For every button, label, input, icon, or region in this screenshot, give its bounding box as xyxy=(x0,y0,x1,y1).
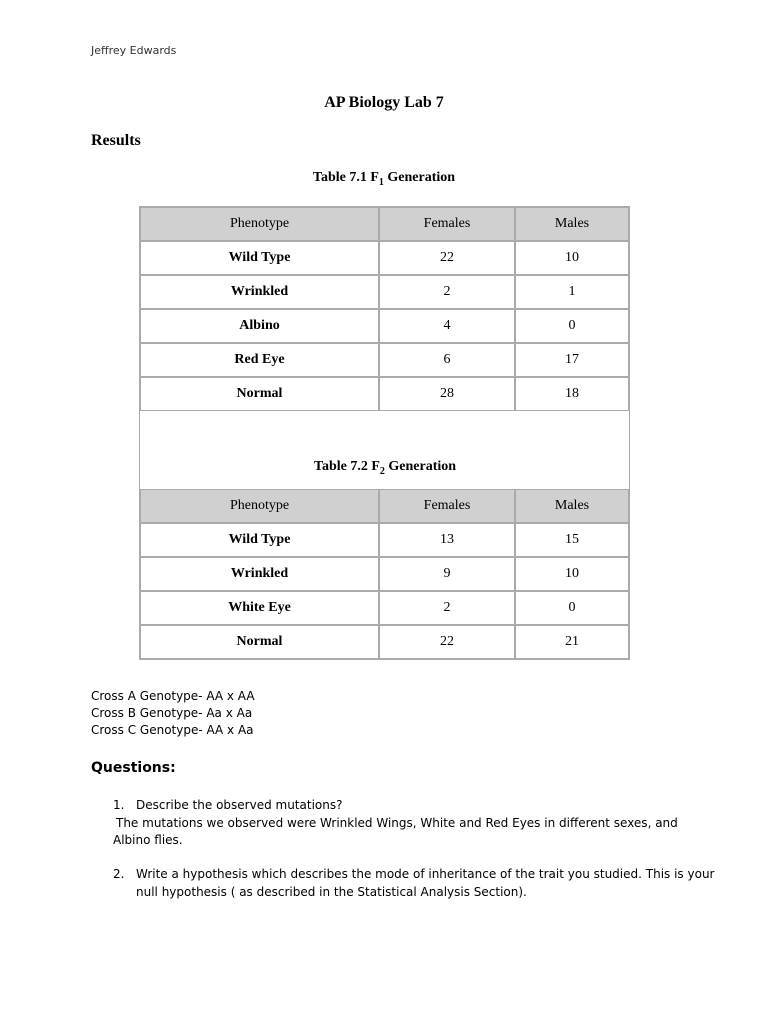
phenotype-cell: Wrinkled xyxy=(140,557,379,591)
males-cell: 18 xyxy=(515,377,629,411)
phenotype-cell: White Eye xyxy=(140,591,379,625)
females-cell: 4 xyxy=(379,309,515,343)
phenotype-cell: Wild Type xyxy=(140,523,379,557)
table-row xyxy=(140,309,629,343)
table-row xyxy=(140,523,629,557)
males-cell: 17 xyxy=(515,343,629,377)
table-row xyxy=(140,241,629,275)
males-cell: 1 xyxy=(515,275,629,309)
phenotype-cell: Normal xyxy=(140,625,379,659)
table2-caption: Table 7.2 $F_2$ Generation xyxy=(313,459,457,477)
results-heading: Results xyxy=(91,132,141,149)
question-text-line1: Write a hypothesis which describes the mode of inheritance of the trait you studied. This is your xyxy=(136,867,715,881)
phenotype-cell: Wrinkled xyxy=(140,275,379,309)
header-phenotype: Phenotype xyxy=(140,207,379,241)
females-cell: 28 xyxy=(379,377,515,411)
females-cell: 13 xyxy=(379,523,515,557)
phenotype-cell: Albino xyxy=(140,309,379,343)
males-cell: 10 xyxy=(515,557,629,591)
females-cell: 22 xyxy=(379,625,515,659)
table-row xyxy=(140,625,629,659)
header-females: Females xyxy=(379,207,515,241)
question-text: Describe the observed mutations? xyxy=(136,798,343,812)
males-cell: 0 xyxy=(515,309,629,343)
phenotype-cell: Red Eye xyxy=(140,343,379,377)
table-header-row xyxy=(140,489,629,523)
table-row xyxy=(140,557,629,591)
phenotype-cell: Normal xyxy=(140,377,379,411)
phenotype-cell: Wild Type xyxy=(140,241,379,275)
question-number: 1. xyxy=(113,798,125,812)
table1-caption: Table 7.1 $F_1$ Generation xyxy=(312,170,456,188)
table-f2-generation xyxy=(140,489,629,659)
answer-1-line2: Albino flies. xyxy=(113,833,183,847)
author-name: Jeffrey Edwards xyxy=(91,44,177,57)
tables-frame xyxy=(139,206,630,660)
answer-1-line1: The mutations we observed were Wrinkled Wings, White and Red Eyes in different sexes, and xyxy=(116,816,678,830)
header-females: Females xyxy=(379,489,515,523)
males-cell: 21 xyxy=(515,625,629,659)
females-cell: 22 xyxy=(379,241,515,275)
cross-a-genotype: Cross A Genotype- AA x AA xyxy=(91,689,255,703)
females-cell: 6 xyxy=(379,343,515,377)
header-males: Males xyxy=(515,207,629,241)
females-cell: 9 xyxy=(379,557,515,591)
header-males: Males xyxy=(515,489,629,523)
question-number: 2. xyxy=(113,867,125,881)
cross-c-genotype: Cross C Genotype- AA x Aa xyxy=(91,723,254,737)
females-cell: 2 xyxy=(379,591,515,625)
header-phenotype: Phenotype xyxy=(140,489,379,523)
males-cell: 15 xyxy=(515,523,629,557)
questions-heading: Questions: xyxy=(91,760,176,776)
question-text-line2: null hypothesis ( as described in the Statistical Analysis Section). xyxy=(136,885,527,899)
table-row xyxy=(140,377,629,411)
table-row xyxy=(140,343,629,377)
males-cell: 10 xyxy=(515,241,629,275)
document-title: AP Biology Lab 7 xyxy=(324,94,444,111)
table-row xyxy=(140,591,629,625)
table-f1-generation xyxy=(140,207,629,411)
cross-b-genotype: Cross B Genotype- Aa x Aa xyxy=(91,706,253,720)
table-header-row xyxy=(140,207,629,241)
table-row xyxy=(140,275,629,309)
males-cell: 0 xyxy=(515,591,629,625)
females-cell: 2 xyxy=(379,275,515,309)
